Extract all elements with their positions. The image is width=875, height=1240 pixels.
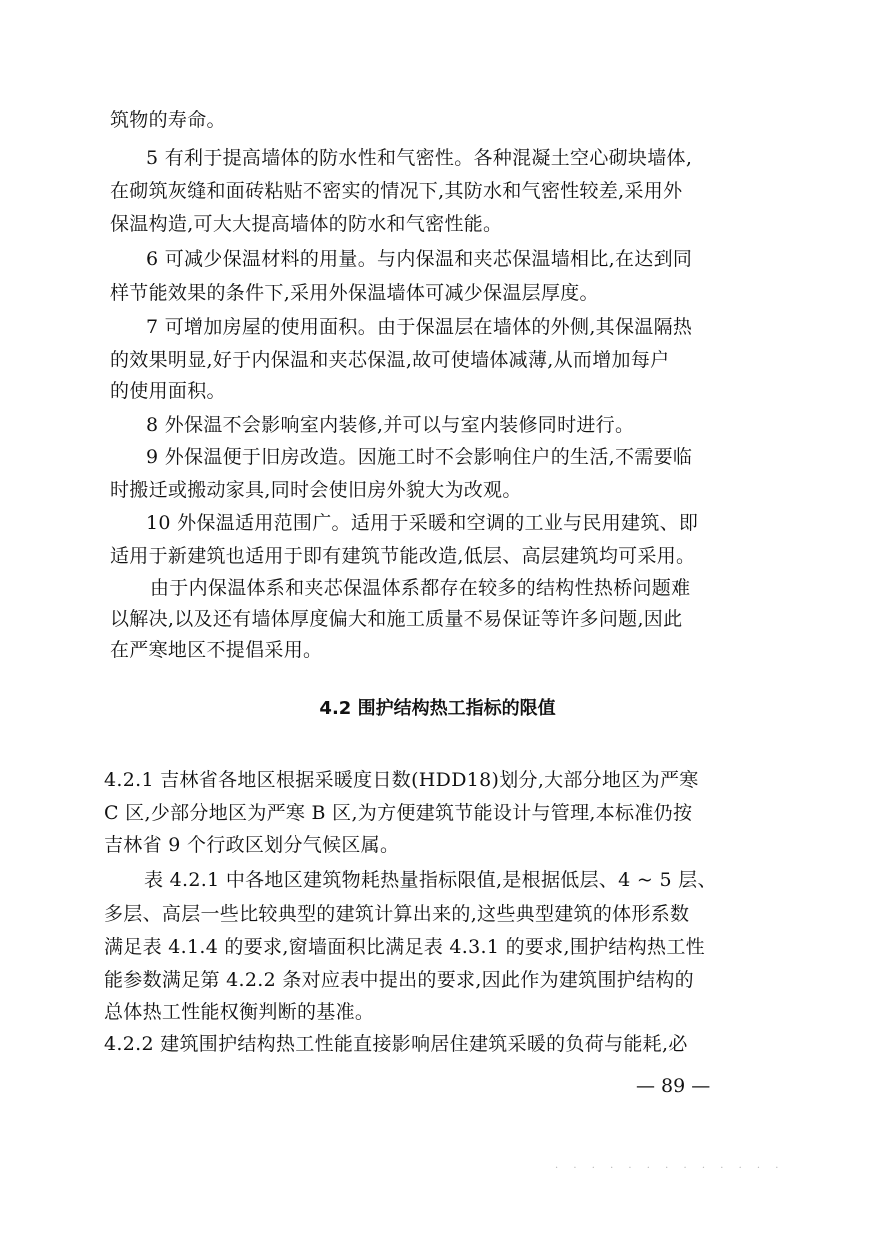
text-line: 以解决,以及还有墙体厚度偏大和施工质量不易保证等许多问题,因此 bbox=[110, 608, 683, 630]
text-line: 由于内保温体系和夹芯保温体系都存在较多的结构性热桥问题难 bbox=[150, 577, 691, 599]
text-line: 时搬迁或搬动家具,同时会使旧房外貌大为改观。 bbox=[110, 479, 522, 501]
text-line: 表 4.2.1 中各地区建筑物耗热量指标限值,是根据低层、4 ~ 5 层、 bbox=[144, 869, 717, 891]
page-number: — 89 — bbox=[636, 1075, 711, 1097]
text-line: 9 外保温便于旧房改造。因施工时不会影响住户的生活,不需要临 bbox=[146, 446, 693, 468]
text-line: 筑物的寿命。 bbox=[110, 109, 226, 131]
text-line: C 区,少部分地区为严寒 B 区,为方便建筑节能设计与管理,本标准仍按 bbox=[104, 802, 693, 824]
text-line: 多层、高层一些比较典型的建筑计算出来的,这些典型建筑的体形系数 bbox=[104, 903, 690, 925]
text-line: 4.2.1 吉林省各地区根据采暖度日数(HDD18)划分,大部分地区为严寒 bbox=[104, 769, 699, 791]
scan-noise: · · · · · · · · · · · · · bbox=[555, 1163, 785, 1174]
section-heading: 4.2 围护结构热工指标的限值 bbox=[319, 698, 556, 719]
text-line: 8 外保温不会影响室内装修,并可以与室内装修同时进行。 bbox=[146, 414, 635, 436]
text-line: 保温构造,可大大提高墙体的防水和气密性能。 bbox=[110, 213, 503, 235]
text-line: 在砌筑灰缝和面砖粘贴不密实的情况下,其防水和气密性较差,采用外 bbox=[110, 180, 683, 202]
text-line: 适用于新建筑也适用于即有建筑节能改造,低层、高层建筑均可采用。 bbox=[110, 545, 696, 567]
text-line: 4.2.2 建筑围护结构热工性能直接影响居住建筑采暖的负荷与能耗,必 bbox=[104, 1033, 688, 1055]
text-line: 样节能效果的条件下,采用外保温墙体可减少保温层厚度。 bbox=[110, 282, 599, 304]
text-line: 总体热工性能权衡判断的基准。 bbox=[104, 1001, 375, 1023]
text-line: 在严寒地区不提倡采用。 bbox=[110, 639, 323, 661]
text-line: 的使用面积。 bbox=[110, 380, 226, 402]
text-line: 的效果明显,好于内保温和夹芯保温,故可使墙体减薄,从而增加每户 bbox=[110, 349, 670, 371]
text-line: 7 可增加房屋的使用面积。由于保温层在墙体的外侧,其保温隔热 bbox=[146, 316, 693, 338]
text-line: 吉林省 9 个行政区划分气候区属。 bbox=[104, 834, 400, 856]
text-line: 6 可减少保温材料的用量。与内保温和夹芯保温墙相比,在达到同 bbox=[146, 248, 693, 270]
text-line: 满足表 4.1.4 的要求,窗墙面积比满足表 4.3.1 的要求,围护结构热工性 bbox=[104, 936, 705, 958]
text-line: 5 有利于提高墙体的防水性和气密性。各种混凝土空心砌块墙体, bbox=[146, 147, 693, 169]
text-line: 能参数满足第 4.2.2 条对应表中提出的要求,因此作为建筑围护结构的 bbox=[104, 969, 694, 991]
text-line: 10 外保温适用范围广。适用于采暖和空调的工业与民用建筑、即 bbox=[146, 512, 699, 534]
